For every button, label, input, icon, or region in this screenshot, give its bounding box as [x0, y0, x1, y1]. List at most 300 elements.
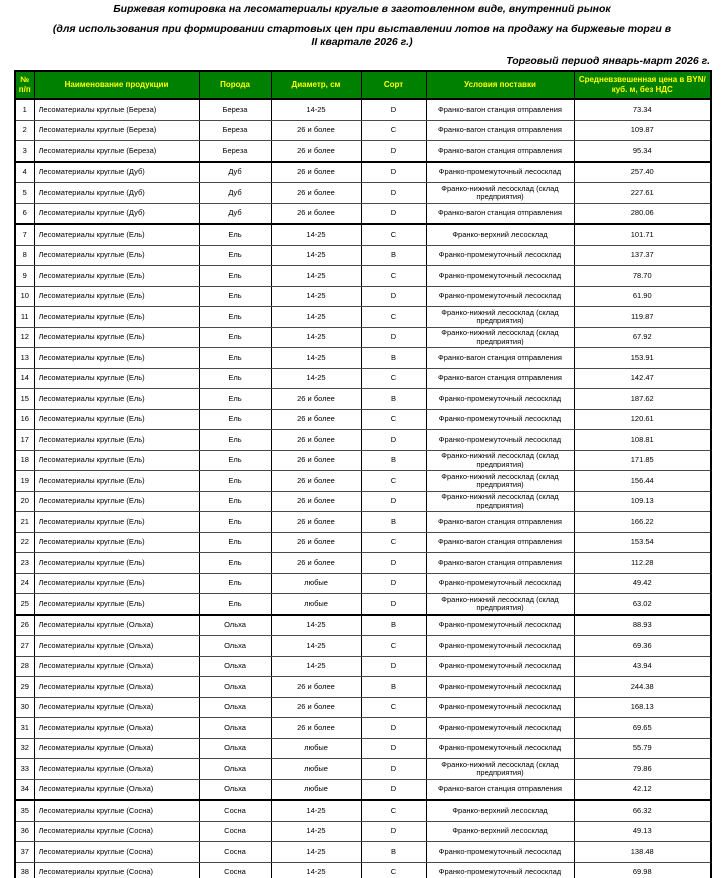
cell-product-name [34, 99, 199, 120]
cell-grade-text: D [390, 723, 397, 732]
cell-delivery-terms-text: Франко-промежуточный лесосклад [438, 723, 562, 732]
cell-grade [361, 759, 426, 780]
cell-species-text: Ель [228, 517, 242, 526]
cell-price-text: 112.28 [631, 558, 654, 567]
cell-price [574, 389, 711, 410]
cell-species [199, 450, 271, 471]
table-row [15, 656, 711, 677]
cell-price [574, 141, 711, 162]
cell-price [574, 573, 711, 594]
cell-price [574, 368, 711, 389]
cell-species [199, 553, 271, 574]
cell-number-text: 37 [20, 847, 29, 856]
cell-diameter-text: 26 и более [297, 538, 335, 546]
cell-price [574, 615, 711, 636]
cell-price [574, 862, 711, 878]
cell-diameter-text: 26 и более [297, 188, 335, 197]
cell-number-text: 30 [20, 703, 29, 711]
cell-product-name-text: Лесоматериалы круглые (Ольха) [38, 785, 154, 793]
cell-product-name [34, 266, 199, 287]
cell-delivery-terms-text: Франко-нижний лесосклад (склад предприятия) [441, 493, 559, 510]
cell-species [199, 677, 271, 698]
cell-diameter [271, 368, 361, 389]
cell-species [199, 594, 271, 615]
cell-species-text: Ольха [224, 764, 246, 773]
cell-number-text: 3 [22, 146, 27, 155]
cell-product-name-text: Лесоматериалы круглые (Ольха) [38, 621, 154, 629]
cell-product-name-text: Лесоматериалы круглые (Дуб) [38, 188, 145, 197]
cell-grade [361, 553, 426, 574]
cell-price-text: 168.13 [630, 703, 654, 711]
cell-price-text: 63.02 [632, 599, 652, 608]
cell-price-text: 49.42 [632, 579, 652, 587]
cell-species [199, 224, 271, 245]
cell-number-text: 35 [20, 806, 29, 815]
cell-number-text: 9 [22, 271, 27, 280]
cell-product-name-text: Лесоматериалы круглые (Ольха) [38, 744, 154, 752]
cell-delivery-terms [426, 862, 574, 878]
cell-delivery-terms [426, 266, 574, 287]
cell-grade-text: D [390, 764, 397, 773]
cell-product-name [34, 842, 199, 863]
cell-grade-text: C [390, 868, 397, 876]
cell-price-text: 142.47 [630, 374, 654, 382]
cell-species-text: Ольха [224, 682, 246, 691]
cell-number [15, 573, 34, 594]
cell-diameter [271, 697, 361, 718]
cell-grade [361, 512, 426, 533]
cell-price [574, 842, 711, 863]
cell-species [199, 759, 271, 780]
cell-diameter [271, 656, 361, 677]
cell-species-text: Ель [228, 251, 242, 259]
cell-species [199, 430, 271, 451]
cell-delivery-terms [426, 594, 574, 615]
cell-species [199, 615, 271, 636]
cell-product-name [34, 594, 199, 615]
table-row [15, 471, 711, 492]
cell-grade-text: C [390, 641, 397, 650]
cell-species-text: Ель [228, 394, 242, 403]
cell-grade-text: B [390, 251, 396, 259]
quotation-table-header [15, 71, 711, 99]
cell-species-text: Ель [228, 374, 242, 382]
table-row [15, 245, 711, 266]
cell-product-name [34, 512, 199, 533]
cell-number [15, 120, 34, 141]
cell-delivery-terms [426, 491, 574, 512]
cell-grade-text: D [390, 146, 397, 155]
cell-species-text: Ель [228, 292, 242, 300]
cell-number [15, 800, 34, 821]
cell-number [15, 327, 34, 348]
cell-diameter [271, 677, 361, 698]
cell-species-text: Ель [228, 333, 242, 341]
cell-price [574, 183, 711, 204]
cell-species-text: Ель [228, 497, 242, 505]
cell-product-name-text: Лесоматериалы круглые (Ель) [38, 374, 145, 382]
cell-number-text: 21 [20, 517, 29, 526]
cell-grade-text: B [390, 456, 396, 464]
cell-price-text: 109.13 [630, 497, 654, 505]
column-header-delivery-terms: Условия поставки [426, 71, 574, 99]
cell-number [15, 307, 34, 328]
cell-grade-text: C [390, 415, 397, 423]
cell-number [15, 553, 34, 574]
document-subtitle-line1: (для использования при формировании стартовых цен при выставлении лотов на продажу на биржевые торги в [52, 23, 672, 35]
cell-price [574, 286, 711, 307]
cell-delivery-terms [426, 512, 574, 533]
cell-delivery-terms [426, 368, 574, 389]
cell-product-name [34, 553, 199, 574]
cell-number-text: 12 [20, 333, 29, 341]
cell-grade [361, 99, 426, 120]
table-row [15, 532, 711, 553]
cell-grade [361, 842, 426, 863]
cell-number-text: 15 [20, 394, 29, 403]
cell-price-text: 101.71 [630, 230, 654, 239]
cell-product-name-text: Лесоматериалы круглые (Ель) [38, 353, 145, 362]
cell-grade-text: C [390, 271, 397, 280]
cell-number [15, 286, 34, 307]
cell-diameter [271, 532, 361, 553]
cell-grade [361, 245, 426, 266]
cell-delivery-terms-text: Франко-вагон станция отправления [438, 538, 562, 546]
cell-product-name [34, 368, 199, 389]
cell-delivery-terms [426, 286, 574, 307]
cell-product-name [34, 738, 199, 759]
cell-delivery-terms-text: Франко-промежуточный лесосклад [438, 579, 562, 587]
table-row [15, 141, 711, 162]
cell-diameter [271, 224, 361, 245]
cell-delivery-terms-text: Франко-нижний лесосклад (склад предприятия) [441, 595, 559, 612]
cell-diameter-text: 14-25 [306, 292, 326, 300]
cell-grade-text: C [390, 312, 397, 321]
cell-species-text: Ель [228, 271, 242, 280]
cell-diameter-text: 14-25 [306, 271, 326, 280]
cell-price-text: 69.65 [632, 723, 652, 732]
cell-species [199, 821, 271, 842]
cell-delivery-terms-text: Франко-верхний лесосклад [452, 806, 548, 815]
cell-diameter [271, 759, 361, 780]
cell-species [199, 162, 271, 183]
cell-diameter [271, 203, 361, 224]
cell-price-text: 166.22 [630, 517, 654, 526]
cell-diameter-text: 26 и более [297, 415, 335, 423]
cell-grade-text: D [390, 662, 397, 670]
cell-species-text: Сосна [224, 868, 246, 876]
cell-number [15, 677, 34, 698]
cell-grade-text: D [390, 168, 397, 176]
cell-diameter-text: 14-25 [306, 105, 326, 114]
cell-price [574, 594, 711, 615]
cell-delivery-terms-text: Франко-вагон станция отправления [438, 105, 562, 114]
cell-price-text: 42.12 [632, 785, 652, 793]
cell-delivery-terms-text: Франко-нижний лесосклад (склад предприятия) [441, 452, 559, 469]
cell-delivery-terms [426, 389, 574, 410]
cell-diameter-text: 14-25 [306, 251, 326, 259]
cell-diameter-text: 26 и более [297, 126, 335, 134]
cell-product-name [34, 162, 199, 183]
cell-number [15, 821, 34, 842]
cell-grade-text: D [390, 105, 397, 114]
cell-diameter-text: 14-25 [306, 806, 326, 815]
cell-price-text: 244.38 [630, 682, 654, 691]
cell-species-text: Ель [228, 558, 242, 567]
cell-delivery-terms [426, 573, 574, 594]
cell-grade [361, 656, 426, 677]
cell-number-text: 25 [20, 599, 29, 608]
cell-price-text: 156.44 [630, 476, 654, 485]
cell-species [199, 800, 271, 821]
cell-diameter [271, 348, 361, 369]
cell-number-text: 14 [20, 374, 29, 382]
table-row [15, 368, 711, 389]
table-row [15, 718, 711, 739]
table-row [15, 99, 711, 120]
cell-price [574, 800, 711, 821]
cell-price-text: 95.34 [632, 146, 652, 155]
cell-product-name [34, 348, 199, 369]
cell-grade [361, 327, 426, 348]
cell-delivery-terms-text: Франко-нижний лесосклад (склад предприятия) [441, 760, 559, 777]
cell-delivery-terms [426, 120, 574, 141]
cell-delivery-terms [426, 677, 574, 698]
table-row [15, 573, 711, 594]
cell-delivery-terms [426, 141, 574, 162]
cell-diameter-text: 26 и более [297, 435, 335, 444]
cell-number [15, 348, 34, 369]
cell-delivery-terms-text: Франко-вагон станция отправления [438, 785, 562, 793]
cell-delivery-terms-text: Франко-вагон станция отправления [438, 558, 562, 567]
cell-price [574, 409, 711, 430]
cell-grade [361, 430, 426, 451]
cell-delivery-terms-text: Франко-вагон станция отправления [438, 126, 562, 134]
cell-price-text: 49.13 [632, 827, 652, 835]
cell-number-text: 18 [20, 456, 29, 464]
cell-species [199, 120, 271, 141]
cell-delivery-terms [426, 409, 574, 430]
cell-delivery-terms [426, 656, 574, 677]
cell-product-name [34, 800, 199, 821]
cell-product-name-text: Лесоматериалы круглые (Ольха) [38, 682, 154, 691]
cell-product-name-text: Лесоматериалы круглые (Ель) [38, 579, 145, 587]
cell-grade [361, 120, 426, 141]
cell-delivery-terms-text: Франко-промежуточный лесосклад [438, 415, 562, 423]
cell-product-name-text: Лесоматериалы круглые (Ель) [38, 271, 145, 280]
table-row [15, 615, 711, 636]
cell-delivery-terms-text: Франко-вагон станция отправления [438, 146, 562, 155]
cell-diameter [271, 471, 361, 492]
column-header-species: Порода [199, 71, 271, 99]
cell-price [574, 162, 711, 183]
cell-product-name-text: Лесоматериалы круглые (Сосна) [38, 868, 154, 876]
cell-diameter [271, 512, 361, 533]
cell-grade [361, 389, 426, 410]
cell-delivery-terms [426, 99, 574, 120]
cell-number-text: 19 [20, 476, 29, 485]
cell-price [574, 553, 711, 574]
cell-grade [361, 779, 426, 800]
cell-price-text: 137.37 [630, 251, 654, 259]
cell-grade-text: D [390, 744, 397, 752]
cell-product-name-text: Лесоматериалы круглые (Ель) [38, 517, 145, 526]
cell-product-name-text: Лесоматериалы круглые (Ель) [38, 538, 145, 546]
cell-delivery-terms [426, 759, 574, 780]
column-header-product-name: Наименование продукции [34, 71, 199, 99]
cell-number-text: 34 [20, 785, 29, 793]
cell-delivery-terms [426, 842, 574, 863]
cell-delivery-terms-text: Франко-нижний лесосклад (склад предприятия) [441, 472, 559, 489]
cell-species-text: Ель [228, 435, 242, 444]
cell-grade-text: C [390, 806, 397, 815]
cell-number [15, 615, 34, 636]
cell-product-name [34, 759, 199, 780]
cell-number [15, 512, 34, 533]
cell-number [15, 636, 34, 657]
cell-species-text: Ель [228, 476, 242, 485]
cell-number-text: 22 [20, 538, 29, 546]
cell-delivery-terms [426, 532, 574, 553]
cell-diameter-text: 14-25 [306, 374, 326, 382]
cell-species-text: Ель [228, 312, 242, 321]
cell-delivery-terms-text: Франко-промежуточный лесосклад [438, 621, 562, 629]
cell-price [574, 759, 711, 780]
cell-delivery-terms [426, 636, 574, 657]
cell-diameter-text: 14-25 [306, 662, 326, 670]
cell-number-text: 32 [20, 744, 29, 752]
cell-number [15, 842, 34, 863]
cell-delivery-terms [426, 697, 574, 718]
cell-grade [361, 718, 426, 739]
cell-delivery-terms-text: Франко-промежуточный лесосклад [438, 682, 562, 691]
cell-product-name-text: Лесоматериалы круглые (Ель) [38, 394, 145, 403]
cell-species [199, 348, 271, 369]
cell-grade [361, 636, 426, 657]
cell-delivery-terms [426, 718, 574, 739]
cell-price [574, 738, 711, 759]
cell-price [574, 636, 711, 657]
cell-species [199, 471, 271, 492]
cell-grade-text: C [390, 538, 397, 546]
table-row [15, 800, 711, 821]
cell-price [574, 677, 711, 698]
cell-diameter [271, 821, 361, 842]
cell-price-text: 55.79 [632, 744, 652, 752]
cell-number [15, 471, 34, 492]
cell-delivery-terms-text: Франко-промежуточный лесосклад [438, 868, 562, 876]
cell-delivery-terms-text: Франко-вагон станция отправления [438, 517, 562, 526]
cell-diameter-text: 26 и более [297, 703, 335, 711]
cell-number [15, 594, 34, 615]
cell-product-name-text: Лесоматериалы круглые (Ольха) [38, 764, 154, 773]
cell-price-text: 69.36 [632, 641, 652, 650]
cell-species [199, 512, 271, 533]
cell-species [199, 409, 271, 430]
cell-product-name [34, 245, 199, 266]
cell-number [15, 389, 34, 410]
cell-number [15, 99, 34, 120]
cell-diameter-text: любые [304, 764, 328, 773]
cell-number [15, 491, 34, 512]
cell-grade-text: C [390, 374, 397, 382]
table-row [15, 162, 711, 183]
cell-diameter [271, 245, 361, 266]
document-subtitle-line2: II квартале 2026 г.) [311, 36, 413, 48]
cell-grade [361, 183, 426, 204]
cell-diameter [271, 636, 361, 657]
cell-species-text: Береза [222, 126, 248, 134]
cell-diameter-text: 26 и более [297, 497, 335, 505]
cell-number-text: 8 [22, 251, 27, 259]
cell-grade-text: D [390, 188, 397, 197]
cell-number [15, 718, 34, 739]
cell-product-name-text: Лесоматериалы круглые (Ель) [38, 230, 145, 239]
cell-product-name-text: Лесоматериалы круглые (Дуб) [38, 168, 145, 176]
quotation-table-body [15, 99, 711, 878]
cell-grade-text: B [390, 394, 396, 403]
table-row [15, 862, 711, 878]
cell-price-text: 119.87 [631, 312, 654, 321]
cell-grade [361, 862, 426, 878]
cell-price-text: 61.90 [632, 292, 652, 300]
trading-period-label: Торговый период январь-март 2026 г. [506, 55, 710, 67]
cell-species-text: Ольха [224, 703, 246, 711]
cell-delivery-terms [426, 224, 574, 245]
document-subtitle [0, 23, 724, 49]
column-header-price: Средневзвешенная цена в BYN/куб. м, без НДС [574, 71, 711, 99]
cell-product-name [34, 327, 199, 348]
cell-price-text: 78.70 [632, 271, 652, 280]
table-row [15, 224, 711, 245]
cell-diameter [271, 183, 361, 204]
cell-diameter [271, 99, 361, 120]
cell-delivery-terms [426, 738, 574, 759]
cell-grade-text: B [390, 517, 396, 526]
cell-product-name-text: Лесоматериалы круглые (Береза) [38, 126, 157, 134]
cell-number [15, 697, 34, 718]
cell-number-text: 5 [22, 188, 27, 197]
cell-number [15, 183, 34, 204]
cell-delivery-terms [426, 162, 574, 183]
cell-number [15, 224, 34, 245]
cell-number [15, 450, 34, 471]
cell-price [574, 532, 711, 553]
cell-delivery-terms [426, 779, 574, 800]
cell-product-name [34, 718, 199, 739]
column-header-number: № п/п [15, 71, 34, 99]
table-row [15, 636, 711, 657]
cell-delivery-terms-text: Франко-промежуточный лесосклад [438, 662, 562, 670]
cell-diameter-text: 26 и более [297, 558, 335, 567]
cell-grade [361, 800, 426, 821]
cell-number-text: 27 [20, 641, 29, 650]
cell-number-text: 16 [20, 415, 29, 423]
cell-grade [361, 491, 426, 512]
cell-product-name-text: Лесоматериалы круглые (Ель) [38, 456, 145, 464]
cell-species [199, 636, 271, 657]
cell-diameter-text: 14-25 [306, 827, 326, 835]
table-row [15, 286, 711, 307]
cell-delivery-terms-text: Франко-нижний лесосклад (склад предприятия) [441, 308, 559, 325]
cell-price-text: 67.92 [632, 333, 652, 341]
cell-species [199, 99, 271, 120]
cell-diameter-text: 26 и более [297, 456, 335, 464]
cell-delivery-terms [426, 307, 574, 328]
cell-price [574, 307, 711, 328]
cell-price [574, 430, 711, 451]
cell-product-name [34, 450, 199, 471]
